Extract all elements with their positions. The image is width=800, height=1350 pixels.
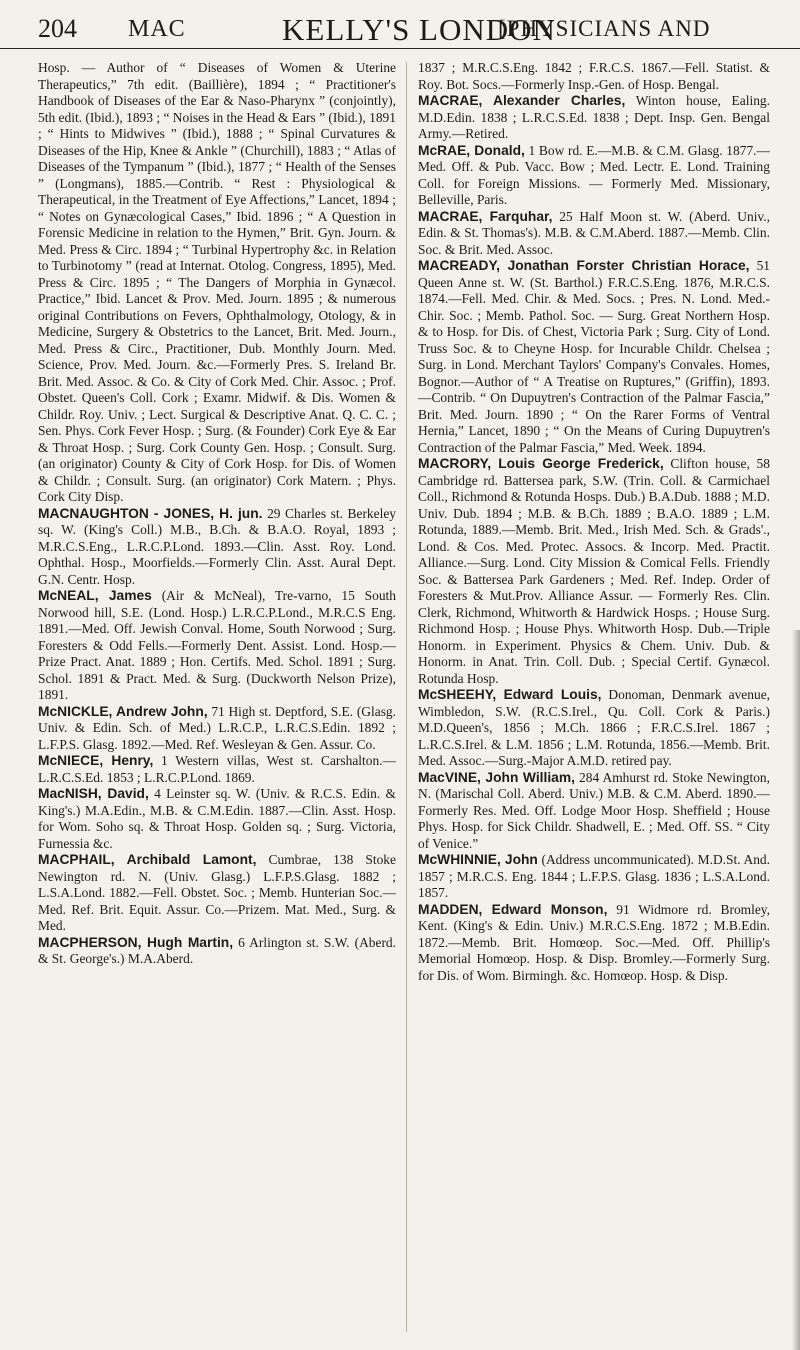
entry-name: MACRAE, Alexander Charles, xyxy=(418,93,626,108)
entry xyxy=(418,60,770,93)
entry-name: MACRAE, Farquhar, xyxy=(418,208,553,224)
entry-name: MACRORY, Louis George Frederick, xyxy=(418,456,664,471)
entry xyxy=(418,258,770,456)
entry xyxy=(418,902,770,985)
entry-name: MACPHAIL, Archibald Lamont, xyxy=(38,852,257,867)
entry xyxy=(38,60,396,506)
entry-text: 4 Leinster sq. W. (Univ. & R.C.S. Edin. & King's.) M.A.Edin., M.B. & C.M.Edin. 1887.—Clin. Asst. Hosp. for Wom. Soho sq. & Throat Hosp. Golden sq. ; Surg. Victoria, Furnessia &c. xyxy=(38,786,396,851)
entry xyxy=(418,687,770,770)
entry xyxy=(418,143,770,209)
entry-text: 1837 ; M.R.C.S.Eng. 1842 ; F.R.C.S. 1867.—Fell. Statist. & Roy. Bot. Socs.—Formerly Insp.-Gen. of Hosp. Bengal. xyxy=(418,60,770,92)
entry xyxy=(418,852,770,902)
page-number: 204 xyxy=(38,14,77,43)
entry xyxy=(38,852,396,935)
entry xyxy=(38,506,396,589)
entry-name: MACNAUGHTON - JONES, H. jun. xyxy=(38,505,263,521)
entry-text: Donoman, Denmark avenue, Wimbledon, S.W. (R.C.S.Irel., Qu. Coll. Cork & Paris.) M.D.Queen's, 1856 ; M.Ch. 1866 ; F.R.C.S.Irel. 1867 ; L.R.C.S.Irel. & L.M. 1856 ; L.M. Rotunda, 1856.—Memb. Brit. Med. Assoc.—Surg.-Major A.M.D. retired pay. xyxy=(418,687,770,768)
entry-name: McWHINNIE, John xyxy=(418,852,538,867)
entry-text: 284 Amhurst rd. Stoke Newington, N. (Marischal Coll. Aberd. Univ.) M.B. & C.M. Aberd. 1890.—Formerly Res. Med. Off. Lodge Moor Hosp. Sheffield ; House Phys. Hosp. for Sick Childr. Shadwell, E. ; Med. Off. SS. “ City of Venice.” xyxy=(418,769,770,851)
entry-name: McNICKLE, Andrew John, xyxy=(38,703,208,719)
header-abbreviation: MAC xyxy=(128,16,186,42)
entry-text: 71 High st. Deptford, S.E. (Glasg. Univ. & Edin. Sch. of Med.) L.R.C.P., L.R.C.S.Edin. 1892 ; L.F.P.S. Glasg. 1892.—Med. Ref. Wesleyan & Gen. Assur. Co. xyxy=(38,703,396,752)
entry xyxy=(418,209,770,259)
running-title: KELLY'S LONDON xyxy=(282,12,556,47)
entry-text: 51 Queen Anne st. W. (St. Barthol.) F.R.C.S.Eng. 1876, M.R.C.S. 1874.—Fell. Med. Chir. & Med. Socs. ; Pres. N. Lond. Med.-Chir. Soc. ; Memb. Pathol. Soc. — Surg. Great Northern Hosp. & to Hosp. for Dis. of Chest, Victoria Park ; Surg. City of Lond. Truss Soc. & to Cheyne Hosp. for Incurable Childr. Chelsea ; Surg. in Lond. Merchant Taylors' Company's Convales. Homes, Bognor.—Author of “ A Treatise on Ruptures,” (Griffin), 1893.—Contrib. “ On Dupuytren's Contraction of the Palmar Fascia,” Brit. Med. Journ. 1890 ; “ On the Rarer Forms of Ventral Hernia,” Lancet, 1890 ; “ On the Means of Curing Dupuytren's Contraction of the Palmar Fascia,” Med. Week. 1894. xyxy=(418,258,770,455)
entry-name: MACREADY, Jonathan Forster Christian Horace, xyxy=(418,258,750,273)
right-column xyxy=(418,60,770,1340)
entry-text: 1 Bow rd. E.—M.B. & C.M. Glasg. 1877.—Med. Off. & Pub. Vacc. Bow ; Med. Lectr. E. Lond. Training Coll. for Foreign Missions. — Formerly Med. Missionary, Belleville, Paris. xyxy=(418,142,770,207)
entry-text: Winton house, Ealing. M.D.Edin. 1838 ; L.R.C.S.Ed. 1838 ; Dept. Insp. Gen. Bengal Army.—Retired. xyxy=(418,93,770,141)
entry-text: 25 Half Moon st. W. (Aberd. Univ., Edin. & St. Thomas's). M.B. & C.M.Aberd. 1887.—Memb. Clin. Soc. & Brit. Med. Assoc. xyxy=(418,208,770,257)
entry xyxy=(418,770,770,853)
entry-name: MADDEN, Edward Monson, xyxy=(418,901,608,917)
entry-name: McNEAL, James xyxy=(38,588,152,603)
entry xyxy=(418,93,770,143)
entry xyxy=(38,935,396,968)
entry-name: MacVINE, John William, xyxy=(418,769,575,785)
entry-text: 1 Western villas, West st. Carshalton.—L.R.C.S.Ed. 1853 ; L.R.C.P.Lond. 1869. xyxy=(38,753,396,785)
entry-text: (Address uncommunicated). M.D.St. And. 1857 ; M.R.C.S. Eng. 1844 ; L.F.P.S. Glasg. 1836 ; L.S.A.Lond. 1857. xyxy=(418,852,770,900)
binding-shadow xyxy=(792,630,800,1350)
entry-text: Clifton house, 58 Cambridge rd. Battersea park, S.W. (Trin. Coll. & Carmichael Coll., Richmond & Rotunda Hosps. Dub.) B.A.Dub. 1888 ; M.D. Univ. Dub. 1894 ; M.B. & B.Ch. 1889 ; B.A.O. 1889 ; L.M. Rotunda, 1889.—Memb. Brit. Med., Irish Med. Sch. & Grads'., Lond. & Cos. Med. Protec. Assocs. & Incorp. Med. Practit. Alliance.—Surg. Lond. City Mission & Comical Fells. Friendly Soc. & Battersea Park Gardeners ; Med. Ref. Indep. Order of Foresters & Mut.Prov. Alliance Assur. — Formerly Res. Clin. Clerk, Richmond, Whitworth & Hardwick Hosps. ; House Surg. Richmond Hosp. ; House Phys. Whitworth Hosp. Dub.—Triple Honorm. in Experiment. Physics & Chem. Univ. Dub. & Honorm. in Anat. Trin. Coll. Dub. ; Special Certif. Gynæcol. Rotunda Hosp. xyxy=(418,456,770,686)
entry-text: Hosp. — Author of “ Diseases of Women & Uterine Therapeutics,” 7th edit. (Baillière), 1894 ; “ Practitioner's Handbook of Diseases of the Ear & Naso-Pharynx ” (conjointly), 5th edit. (Ibid.), 1893 ; “ Noises in the Head & Ears ” (Ibid.), 1891 ; “ Hints to Midwives ” (Ibid.), 1888 ; “ Spinal Curvatures & Diseases of the Hip, Knee & Ankle ” (Churchill), 1883 ; “ Atlas of Diseases of the Tympanum ” (Ibid.), 1877 ; “ Health of the Senses ” (Longmans), 1885.—Contrib. “ Rest : Physiological & Therapeutical, in the Treatment of Eye Affections,” Lancet, 1894 ; “ Notes on Gynæcological Cases,” Ibid. 1896 ; “ A Question in Forensic Medicine in relation to the Hymen,” Brit. Gyn. Journ. & Med. Press & Circ. 1894 ; “ Turbinal Hypertrophy &c. in Relation to Turbinotomy ” (read at Internat. Otolog. Congress, 1895), Med. Press & Circ. 1895 ; “ The Dangers of Morphia in Gynæcol. Practice,” Ibid. Lancet & Prov. Med. Journ. 1895 ; & numerous original Contributions on Fevers, Ophthalmology, Otology, & in Medicine, Surgery & Obstetrics to the Lancet, Brit. Med. Journ., Med. Press & Circ., Practitioner, Dub. Monthly Journ. Med. Science, Prov. Med. Journ. &c.—Formerly Pres. S. Ireland Br. Brit. Med. Assoc. & Co. & City of Cork Med. Chir. Assoc. ; Prof. Obstet. Queen's Coll. Cork ; Examr. Midwif. & Dis. Women & Childr. Roy. Univ. ; Lect. Surgical & Descriptive Anat. Q. C. C. ; Sen. Phys. Cork Fever Hosp. ; Surg. (& Founder) Cork Eye & Ear & Throat Hosp. ; Surg. Cork County Gen. Hosp. ; Consult. Surg. (an originator) County & City of Cork Hosp. for Dis. of Women & Childr. ; Consult. Surg. (an originator) Cork Matern. ; Phys. Cork City Disp. xyxy=(38,60,396,504)
entry-name: McRAE, Donald, xyxy=(418,142,525,158)
section-title: [PHYSICIANS AND xyxy=(498,16,711,41)
entry-text: 29 Charles st. Berkeley sq. W. (King's Coll.) M.B., B.Ch. & B.A.O. Royal, 1893 ; M.R.C.S.Eng., L.R.C.P.Lond. 1893.—Clin. Asst. Roy. Lond. Ophthal. Hosp., Moorfields.—Formerly Clin. Asst. Aural Dept. G.N. Centr. Hosp. xyxy=(38,505,396,587)
entry-name: MacNISH, David, xyxy=(38,786,149,801)
entry xyxy=(418,456,770,687)
column-divider xyxy=(406,62,407,1332)
entry xyxy=(38,588,396,704)
entry xyxy=(38,786,396,852)
entry-text: 91 Widmore rd. Bromley, Kent. (King's & Edin. Univ.) M.R.C.S.Eng. 1872 ; M.B.Edin. 1872.—Memb. Brit. Homœop. Soc.—Med. Off. Phillip's Memorial Homœop. Hosp. & Disp. Bromley.—Formerly Surg. for Dis. of Wom. Birmingh. &c. Homœop. Hosp. & Disp. xyxy=(418,901,770,983)
entry-name: MACPHERSON, Hugh Martin, xyxy=(38,934,234,950)
entry xyxy=(38,753,396,786)
entry-text: (Air & McNeal), Tre-varno, 15 South Norwood hill, S.E. (Lond. Hosp.) L.R.C.P.Lond., M.R.C.S Eng. 1891.—Med. Off. Jewish Conval. Home, South Norwood ; Surg. Foresters & Odd Fells.—Formerly Dent. Assist. Lond. Hosp.—Prize Pract. Anat. 1889 ; Hon. Certifs. Med. Schol. 1891 ; Surg. Schol. 1891 & Pract. Med. & Surg. (Duckworth Nelson Prize), 1891. xyxy=(38,588,396,702)
page-header xyxy=(0,8,800,49)
entry-text: Cumbrae, 138 Stoke Newington rd. N. (Univ. Glasg.) L.F.P.S.Glasg. 1882 ; L.S.A.Lond. 1882.—Fell. Obstet. Soc. ; Memb. Hunterian Soc.—Med. Ref. Brit. Equit. Assur. Co.—Prizem. Mat. Med., Surg. & Med. xyxy=(38,852,396,933)
entry xyxy=(38,704,396,754)
entry-name: McSHEEHY, Edward Louis, xyxy=(418,687,602,702)
entry-name: McNIECE, Henry, xyxy=(38,753,154,768)
entry-text: 6 Arlington st. S.W. (Aberd. & St. George's.) M.A.Aberd. xyxy=(38,934,396,966)
left-column xyxy=(38,60,396,1340)
